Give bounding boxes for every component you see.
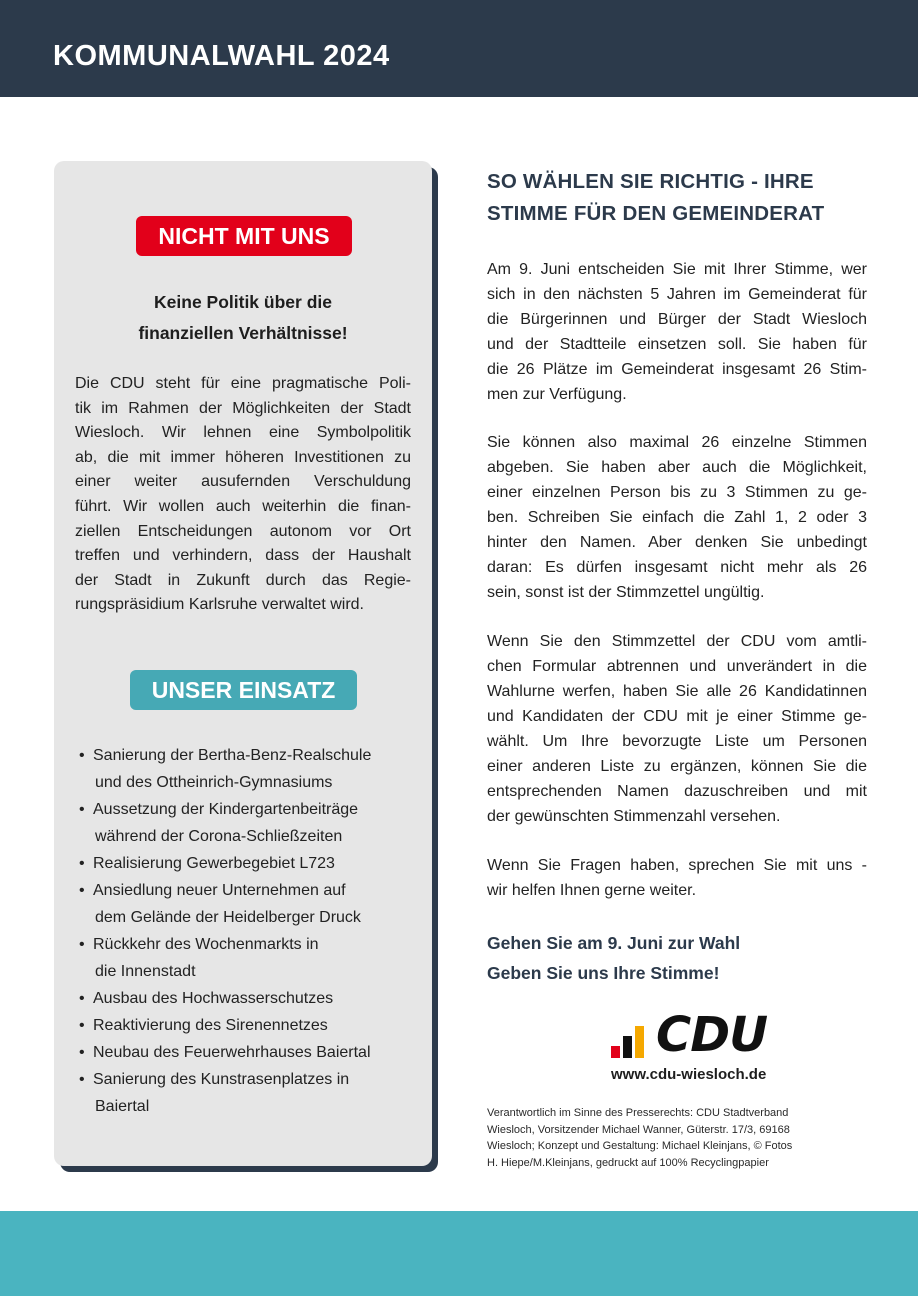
logo-bar-red [611, 1046, 620, 1058]
paragraph-line: Wenn Sie den Stimmzettel der CDU vom amtli- [487, 633, 867, 650]
paragraph-line: der gewünschten Stimmenzahl versehen. [487, 808, 781, 825]
list-item [79, 796, 419, 850]
list-item [79, 985, 419, 1012]
paragraph-line: wir helfen Ihnen gerne weiter. [487, 882, 697, 899]
imprint [487, 1105, 847, 1171]
paragraph-line: chen Formular abtrennen und unverändert in die [487, 658, 867, 675]
header-bar [0, 0, 918, 97]
call-to-action [487, 928, 867, 988]
paragraph-line: einer einzelnen Person bis zu 3 Stimmen zu ge- [487, 484, 867, 501]
commitment-list [79, 742, 419, 1120]
list-item [79, 931, 419, 985]
list-item-line: • Neubau des Feuerwehrhauses Baiertal [93, 1044, 371, 1061]
cta-line: Gehen Sie am 9. Juni zur Wahl [487, 933, 741, 953]
paragraph-line: und Kandidaten der CDU mit je einer Stimme ge- [487, 708, 867, 725]
badge-unser-einsatz: UNSER EINSATZ [130, 670, 357, 710]
card-subtitle [54, 287, 432, 349]
paragraph-line: Sie können also maximal 26 einzelne Stimmen [487, 434, 867, 451]
list-item-line: Baiertal [95, 1098, 150, 1115]
heading-line: SO WÄHLEN SIE RICHTIG - IHRE [487, 170, 814, 193]
paragraph-line: Wahlurne werfen, haben Sie alle 26 Kandidatinnen [487, 683, 867, 700]
list-item-line: • Realisierung Gewerbegebiet L723 [93, 855, 335, 872]
page-title: KOMMUNALWAHL 2024 [53, 40, 390, 72]
badge-nicht-mit-uns: NICHT MIT UNS [136, 216, 352, 256]
heading-line: STIMME FÜR DEN GEMEINDERAT [487, 202, 825, 225]
paragraph-line: treffen und verhindern, dass der Haushalt [75, 547, 411, 565]
list-item-line: • Ansiedlung neuer Unternehmen auf [93, 882, 346, 899]
list-item-line: • Sanierung der Bertha-Benz-Realschule [93, 747, 372, 764]
paragraph-line: men zur Verfügung. [487, 386, 627, 403]
paragraph-line: ziellen Entscheidungen autonom vor Ort [75, 522, 411, 540]
paragraph-line: sein, sonst ist der Stimmzettel ungültig. [487, 584, 765, 601]
paragraph-line: und der Stadtteile einsetzen soll. Sie haben für [487, 336, 867, 353]
list-item-line: und des Ottheinrich-Gymnasiums [95, 774, 333, 791]
card-subtitle-line: finanziellen Verhältnisse! [138, 323, 348, 343]
paragraph-line: daran: Es dürfen insgesamt nicht mehr als 26 [487, 559, 867, 576]
paragraph-line: führt. Wir wollen auch weiterhin die finan- [75, 497, 411, 515]
list-item-line: dem Gelände der Heidelberger Druck [95, 909, 361, 926]
list-item-line: • Ausbau des Hochwasserschutzes [93, 990, 334, 1007]
section-heading [487, 166, 887, 230]
logo-wordmark: CDU [656, 1007, 768, 1063]
imprint-line: Wiesloch; Konzept und Gestaltung: Michael Kleinjans, © Fotos [487, 1140, 793, 1152]
paragraph-line: einer weiter ausufernden Verschuldung [75, 473, 411, 491]
paragraph-line: der Stadt in Zukunft durch das Regie- [75, 571, 411, 589]
paragraph-line: abgeben. Sie haben aber auch die Möglichkeit, [487, 459, 867, 476]
card-paragraph [75, 372, 411, 618]
list-item [79, 742, 419, 796]
paragraph-line: Die CDU steht für eine pragmatische Poli- [75, 375, 411, 392]
list-item [79, 877, 419, 931]
imprint-line: Wiesloch, Vorsitzender Michael Wanner, Güterstr. 17/3, 69168 [487, 1123, 790, 1136]
paragraph-2 [487, 430, 867, 605]
info-card [54, 161, 432, 1166]
list-item [79, 850, 419, 877]
list-item-line: • Reaktivierung des Sirenennetzes [93, 1017, 328, 1034]
paragraph-line: hinter den Namen. Aber denken Sie unbedingt [487, 534, 867, 551]
paragraph-line: Am 9. Juni entscheiden Sie mit Ihrer Stimme, wer [487, 261, 867, 278]
logo-bar-gold [635, 1026, 644, 1058]
paragraph-line: wählt. Um Ihre bevorzugte Liste um Personen [487, 733, 867, 750]
imprint-line: Verantwortlich im Sinne des Presserechts: CDU Stadtverband [487, 1107, 789, 1119]
paragraph-line: ben. Schreiben Sie einfach die Zahl 1, 2 oder 3 [487, 509, 867, 526]
logo-bar-black [623, 1036, 632, 1058]
paragraph-line: ab, die mit immer höheren Investitionen zu [75, 448, 411, 466]
footer-bar [0, 1211, 918, 1296]
list-item [79, 1012, 419, 1039]
paragraph-3 [487, 629, 867, 829]
imprint-line: H. Hiepe/M.Kleinjans, gedruckt auf 100% Recyclingpapier [487, 1156, 769, 1169]
paragraph-line: entsprechenden Namen dazuschreiben und mit [487, 783, 867, 800]
paragraph-line: Wiesloch. Wir lehnen eine Symbolpolitik [75, 424, 411, 442]
paragraph-line: Wenn Sie Fragen haben, sprechen Sie mit uns - [487, 857, 867, 874]
list-item [79, 1066, 419, 1120]
card-subtitle-line: Keine Politik über die [154, 292, 332, 312]
cta-line: Geben Sie uns Ihre Stimme! [487, 963, 720, 983]
paragraph-1 [487, 257, 867, 407]
paragraph-4 [487, 853, 867, 903]
paragraph-line: die 26 Plätze im Gemeinderat insgesamt 26 Stim- [487, 361, 867, 378]
list-item [79, 1039, 419, 1066]
paragraph-line: rungspräsidium Karlsruhe verwaltet wird. [75, 596, 364, 614]
list-item-line: • Aussetzung der Kindergartenbeiträge [93, 801, 359, 818]
paragraph-line: einer anderen Liste zu ergänzen, können Sie die [487, 758, 867, 775]
paragraph-line: die Bürgerinnen und Bürger der Stadt Wiesloch [487, 311, 867, 328]
list-item-line: • Sanierung des Kunstrasenplatzes in [93, 1071, 350, 1088]
list-item-line: • Rückkehr des Wochenmarkts in [93, 936, 319, 953]
list-item-line: während der Corona-Schließzeiten [95, 828, 343, 845]
list-item-line: die Innenstadt [95, 963, 196, 980]
website-url: www.cdu-wiesloch.de [611, 1066, 767, 1083]
paragraph-line: tik im Rahmen der Möglichkeiten der Stadt [75, 399, 411, 417]
paragraph-line: sich in den nächsten 5 Jahren im Gemeinderat für [487, 286, 867, 303]
